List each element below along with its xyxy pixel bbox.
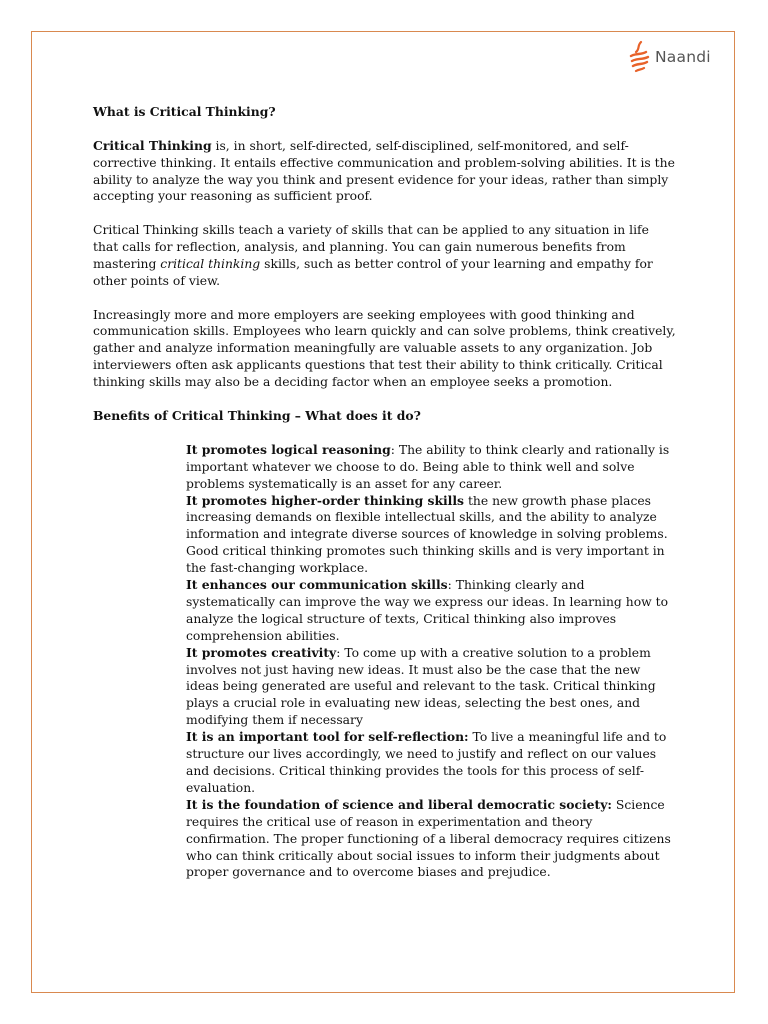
benefit-item: It is an important tool for self-reflection: To live a meaningful life and to structure our lives accordingly, we need to justify and reflect on our values and decisions. Critical thinking provides the tools for this process of self-evaluation. — [186, 729, 667, 795]
paragraph-definition: Critical Thinking is, in short, self-directed, self-disciplined, self-monitored, and self-corrective thinking. It entails effective communication and problem-solving abilities. It is the ability to analyze the way you think and present evidence for your ideas, rather than simply accepting your reasoning as sufficient proof. — [93, 137, 675, 204]
benefits-list — [186, 442, 677, 882]
naandi-flame-icon — [627, 40, 653, 74]
benefit-item: It promotes creativity: To come up with a creative solution to a problem involves not just having new ideas. It must also be the case that the new ideas being generated are useful and relevant to the task. Critical thinking plays a crucial role in evaluating new ideas, selecting the best ones, and modifying them if necessary — [186, 644, 656, 728]
section-heading-benefits: Benefits of Critical Thinking – What does it do? — [93, 407, 421, 423]
paragraph-employers: Increasingly more and more employers are seeking employees with good thinking and communication skills. Employees who learn quickly and can solve problems, think creatively, gather and analyze information meaningfully are valuable assets to any organization. Job interviewers often ask applicants questions that test their ability to think critically. Critical thinking skills may also be a deciding factor when an employee seeks a promotion. — [93, 307, 676, 390]
italic-critical-thinking: critical thinking — [160, 256, 261, 271]
brand-logo — [627, 40, 711, 74]
benefit-item: It promotes logical reasoning: The ability to think clearly and rationally is important whatever we choose to do. Being able to think well and solve problems systematically is an asset for any career. — [186, 441, 670, 491]
section-heading-what-is: What is Critical Thinking? — [93, 104, 276, 119]
paragraph-skills: Critical Thinking skills teach a variety of skills that can be applied to any situation in life that calls for reflection, analysis, and planning. You can gain numerous benefits from mastering critical thinking skills, such as better control of your learning and empathy for other points of view. — [93, 223, 653, 288]
term-critical-thinking: Critical Thinking — [93, 137, 212, 153]
brand-name: Naandi — [655, 48, 711, 66]
document-body — [93, 104, 677, 881]
benefit-item: It is the foundation of science and liberal democratic society: Science requires the critical use of reason in experimentation and theory confirmation. The proper functioning of a liberal democracy requires citizens who can think critically about social issues to inform their judgments about proper governance and to overcome biases and prejudice. — [186, 796, 671, 880]
benefit-item: It enhances our communication skills: Thinking clearly and systematically can improve the way we express our ideas. In learning how to analyze the logical structure of texts, Critical thinking also improves comprehension abilities. — [186, 577, 669, 643]
benefit-item: It promotes higher-order thinking skills the new growth phase places increasing demands on flexible intellectual skills, and the ability to analyze information and integrate diverse sources of knowledge in solving problems. Good critical thinking promotes such thinking skills and is very important in the fast-changing workplace. — [186, 492, 668, 576]
